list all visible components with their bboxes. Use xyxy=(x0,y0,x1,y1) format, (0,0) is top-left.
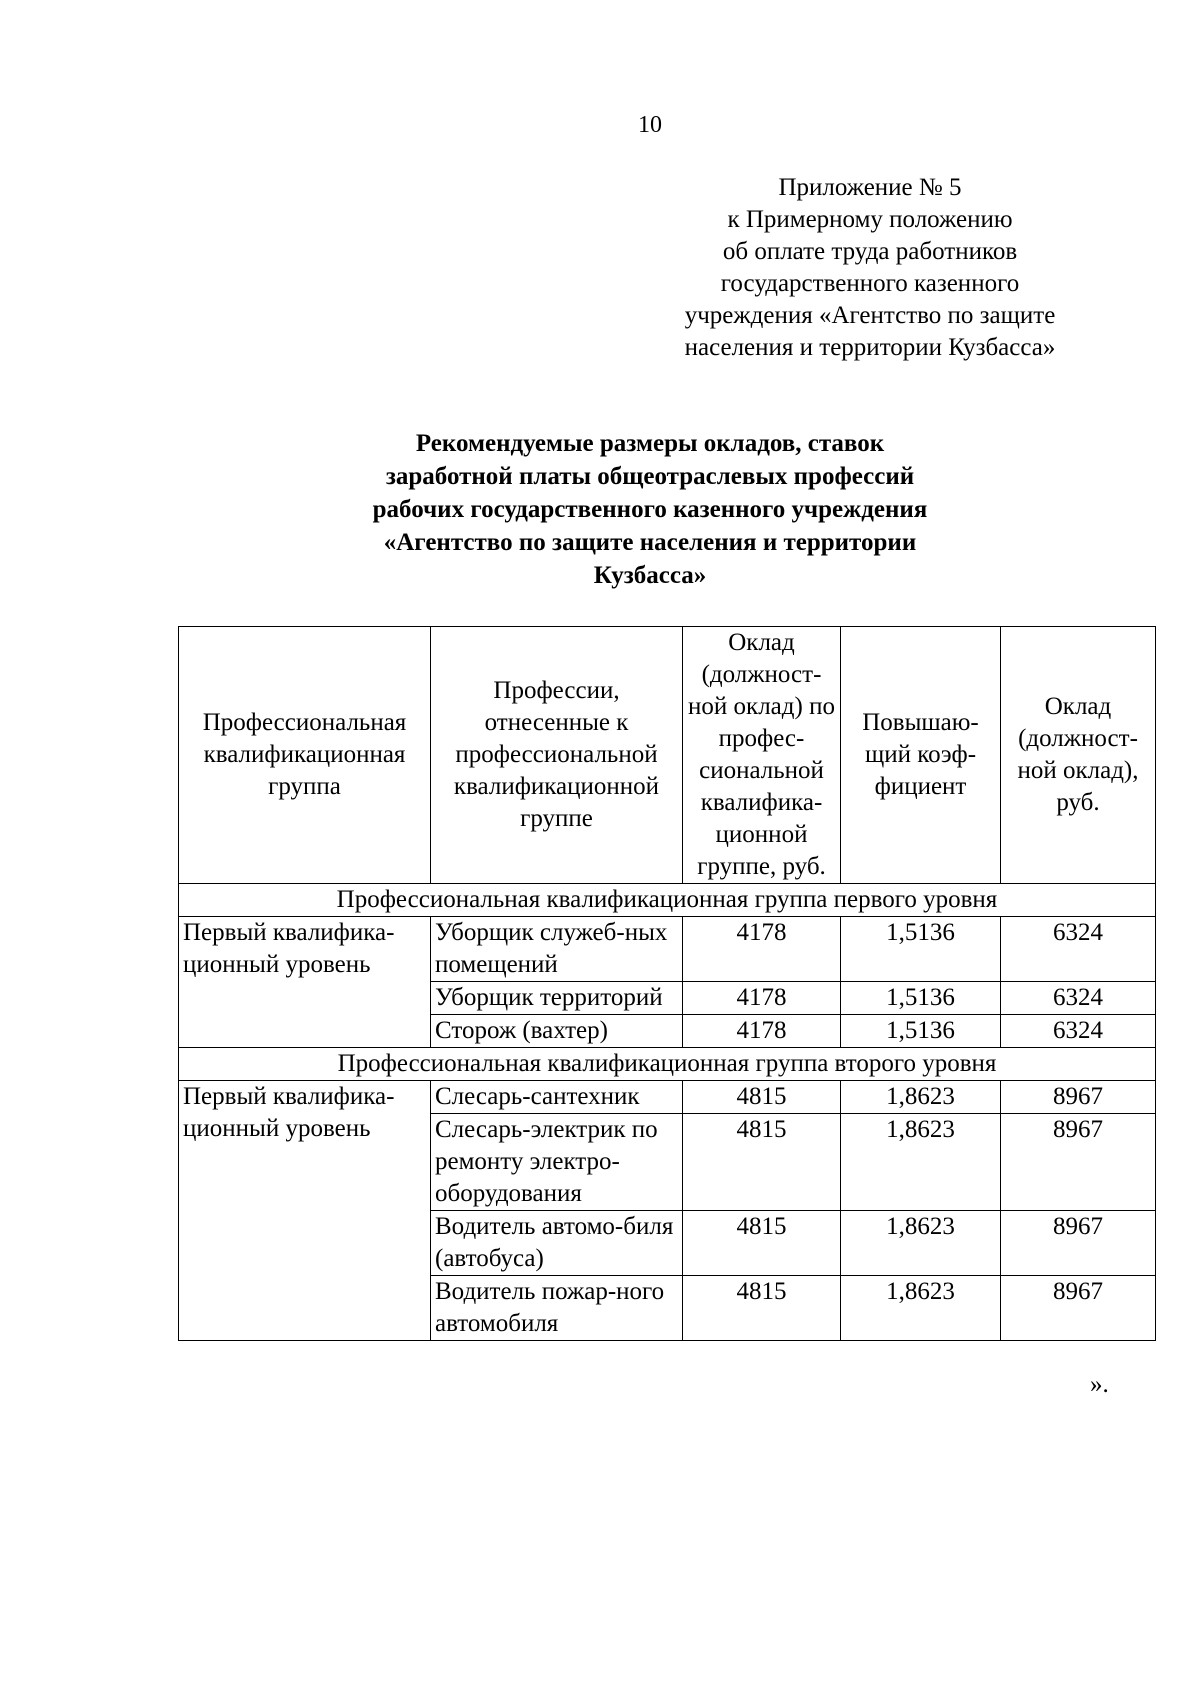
profession-cell: Уборщик служеб-ных помещений xyxy=(431,917,683,982)
salary-cell: 6324 xyxy=(1001,1015,1156,1048)
coefficient-cell: 1,8623 xyxy=(841,1276,1001,1341)
appendix-line: населения и территории Кузбасса» xyxy=(684,334,1056,361)
coefficient-cell: 1,8623 xyxy=(841,1211,1001,1276)
coefficient-cell: 1,8623 xyxy=(841,1114,1001,1211)
table-row xyxy=(179,1081,1156,1114)
salary-cell: 6324 xyxy=(1001,982,1156,1015)
group-title-row xyxy=(179,1048,1156,1081)
qualification-level: Первый квалифика-ционный уровень xyxy=(179,917,431,1048)
appendix-line: государственного казенного xyxy=(720,270,1020,297)
profession-cell: Уборщик территорий xyxy=(431,982,683,1015)
appendix-line: об оплате труда работников xyxy=(722,238,1018,265)
salary-cell: 8967 xyxy=(1001,1081,1156,1114)
title-line: Рекомендуемые размеры окладов, ставок xyxy=(415,430,885,457)
appendix-line: учреждения «Агентство по защите xyxy=(684,302,1056,329)
base-salary-cell: 4815 xyxy=(683,1276,841,1341)
group-title: Профессиональная квалификационная группа первого уровня xyxy=(179,884,1156,917)
base-salary-cell: 4815 xyxy=(683,1211,841,1276)
header-professions: Профессии, отнесенные к профессиональной квалификационной группе xyxy=(431,627,683,884)
table-row xyxy=(179,917,1156,982)
profession-cell: Водитель пожар-ного автомобиля xyxy=(431,1276,683,1341)
table-header-row xyxy=(179,627,1156,884)
title-line: Кузбасса» xyxy=(593,562,707,589)
base-salary-cell: 4178 xyxy=(683,1015,841,1048)
header-base-salary: Оклад (должност-ной оклад) по профес-сиональной квалифика-ционной группе, руб. xyxy=(683,627,841,884)
coefficient-cell: 1,5136 xyxy=(841,1015,1001,1048)
group-title-row xyxy=(179,884,1156,917)
salary-cell: 6324 xyxy=(1001,917,1156,982)
profession-cell: Слесарь-сантехник xyxy=(431,1081,683,1114)
coefficient-cell: 1,5136 xyxy=(841,917,1001,982)
group-title: Профессиональная квалификационная группа второго уровня xyxy=(179,1048,1156,1081)
appendix-line: Приложение № 5 xyxy=(778,174,962,201)
header-coefficient: Повышаю-щий коэф-фициент xyxy=(841,627,1001,884)
title-line: рабочих государственного казенного учреждения xyxy=(372,496,928,523)
header-group: Профессиональная квалификационная группа xyxy=(179,627,431,884)
title-line: «Агентство по защите населения и территории xyxy=(383,529,917,556)
salary-table xyxy=(178,626,1156,1341)
base-salary-cell: 4178 xyxy=(683,917,841,982)
title-line: заработной платы общеотраслевых профессий xyxy=(385,463,915,490)
closing-quote: ». xyxy=(1090,1371,1109,1398)
base-salary-cell: 4815 xyxy=(683,1114,841,1211)
coefficient-cell: 1,5136 xyxy=(841,982,1001,1015)
profession-cell: Сторож (вахтер) xyxy=(431,1015,683,1048)
coefficient-cell: 1,8623 xyxy=(841,1081,1001,1114)
salary-cell: 8967 xyxy=(1001,1276,1156,1341)
base-salary-cell: 4178 xyxy=(683,982,841,1015)
document-title xyxy=(300,427,1000,592)
qualification-level: Первый квалифика-ционный уровень xyxy=(179,1081,431,1341)
base-salary-cell: 4815 xyxy=(683,1081,841,1114)
appendix-block xyxy=(660,172,1080,364)
header-salary: Оклад (должност-ной оклад), руб. xyxy=(1001,627,1156,884)
profession-cell: Водитель автомо-биля (автобуса) xyxy=(431,1211,683,1276)
appendix-line: к Примерному положению xyxy=(727,206,1013,233)
page-number: 10 xyxy=(638,112,662,138)
profession-cell: Слесарь-электрик по ремонту электро-оборудования xyxy=(431,1114,683,1211)
salary-cell: 8967 xyxy=(1001,1211,1156,1276)
salary-cell: 8967 xyxy=(1001,1114,1156,1211)
